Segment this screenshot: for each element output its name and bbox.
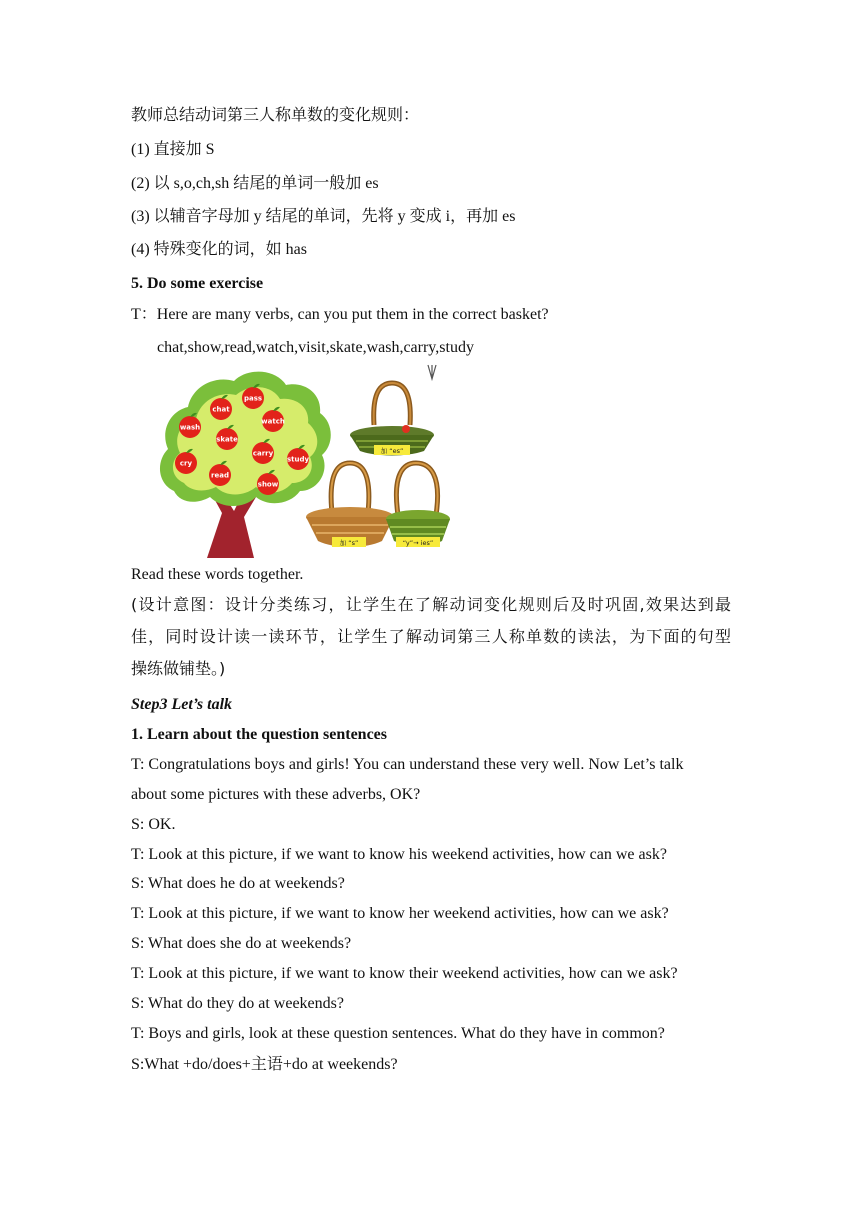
rule-1	[131, 140, 215, 160]
bow-icon	[402, 425, 410, 433]
dialogue-line: T: Look at this picture, if we want to know their weekend activities, how can we ask?	[131, 965, 678, 982]
apple-label: watch	[261, 417, 285, 426]
read-together: Read these words together.	[131, 566, 304, 583]
dialogue-line: S:What +do/does+主语+do at weekends?	[131, 1056, 398, 1073]
basket-es	[350, 383, 434, 456]
basket-handle-highlight	[374, 383, 411, 425]
apple-tree-basket-illustration	[152, 363, 452, 558]
rule-text: 以 s,o,ch,sh 结尾的单词一般加 es	[153, 175, 379, 192]
rule-text: 直接加 S	[153, 141, 215, 158]
exercise-prompt: T：Here are many verbs, can you put them in the correct basket?	[131, 306, 549, 323]
design-intent-line: (设计意图：设计分类练习，让学生在了解动词变化规则后及时巩固,效果达到最	[131, 595, 731, 614]
basket-handle-highlight	[396, 463, 437, 515]
dialogue-line: S: What do they do at weekends?	[131, 995, 344, 1012]
dialogue-line: T: Look at this picture, if we want to know her weekend activities, how can we ask?	[131, 905, 669, 922]
apple-label: chat	[212, 405, 230, 414]
apple-label: carry	[252, 449, 274, 458]
cursor-mark-icon	[428, 365, 436, 379]
exercise-heading: 5. Do some exercise	[131, 275, 264, 292]
apple-label: wash	[179, 423, 201, 432]
rule-text: 特殊变化的词，如 has	[153, 241, 307, 258]
design-intent-line: 佳，同时设计读一读环节，让学生了解动词第三人称单数的读法，为下面的句型	[131, 627, 731, 646]
rule-number: (3)	[131, 208, 150, 225]
basket-ies	[386, 463, 450, 547]
summary-title: 教师总结动词第三人称单数的变化规则：	[131, 107, 420, 124]
verb-list: chat,show,read,watch,visit,skate,wash,carry,study	[157, 339, 474, 356]
dialogue-line: about some pictures with these adverbs, OK?	[131, 786, 421, 803]
design-intent	[131, 589, 731, 685]
dialogue-line: S: What does she do at weekends?	[131, 935, 352, 952]
basket-label-s: 加 “s”	[339, 539, 359, 547]
apple-label: study	[286, 455, 310, 464]
basket-label-es: 加 “es”	[380, 447, 404, 455]
rule-2	[131, 174, 379, 194]
apple-label: read	[211, 471, 229, 480]
rule-4	[131, 240, 307, 260]
apple-label: cry	[179, 459, 193, 468]
learn-heading: 1. Learn about the question sentences	[131, 726, 388, 743]
dialogue-line: S: OK.	[131, 816, 176, 833]
dialogue-line: T: Congratulations boys and girls! You can understand these very well. Now Let’s talk	[131, 756, 684, 773]
rule-number: (2)	[131, 175, 150, 192]
apple-label: pass	[243, 394, 263, 403]
apple-label: skate	[216, 435, 238, 444]
rule-text: 以辅音字母加 y 结尾的单词，先将 y 变成 i，再加 es	[153, 208, 516, 225]
apple-label: show	[257, 480, 279, 489]
rule-number: (1)	[131, 141, 150, 158]
rule-3	[131, 207, 515, 227]
dialogue-line: S: What does he do at weekends?	[131, 875, 345, 892]
step3-heading: Step3 Let’s talk	[131, 696, 233, 713]
design-intent-line: 操练做铺垫。)	[131, 659, 226, 678]
basket-label-ies: “y”→ ies”	[402, 539, 434, 547]
dialogue-line: T: Boys and girls, look at these question sentences. What do they have in common?	[131, 1025, 665, 1042]
basket-handle-highlight	[331, 463, 369, 513]
dialogue-line: T: Look at this picture, if we want to know his weekend activities, how can we ask?	[131, 846, 667, 863]
rule-number: (4)	[131, 241, 150, 258]
